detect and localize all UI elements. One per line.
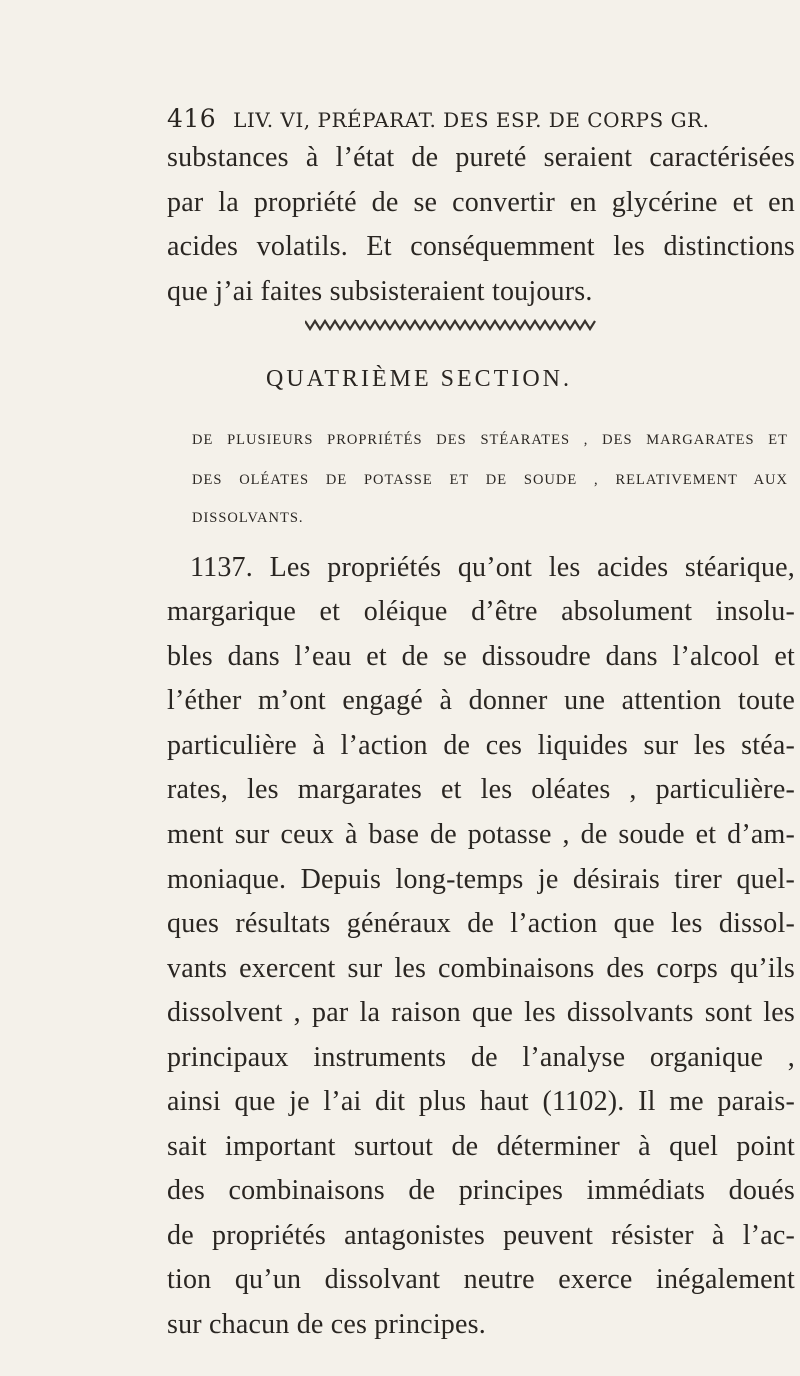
paragraph-line: sait important surtout de déterminer à quel point: [167, 1131, 795, 1162]
paragraph-line: ainsi que je l’ai dit plus haut (1102). Il me parais-: [167, 1086, 795, 1117]
section-subtitle-line: DE PLUSIEURS PROPRIÉTÉS DES STÉARATES , DES MARGARATES ET: [192, 432, 788, 448]
section-ornament: [305, 318, 597, 332]
paragraph-line: particulière à l’action de ces liquides sur les stéa-: [167, 730, 795, 761]
running-title: LIV. VI, PRÉPARAT. DES ESP. DE CORPS GR.: [233, 108, 710, 132]
paragraph-line: dissolvent , par la raison que les dissolvants sont les: [167, 997, 795, 1028]
section-title: QUATRIÈME SECTION.: [266, 366, 572, 392]
paragraph-line: 1137. Les propriétés qu’ont les acides stéarique,: [190, 552, 795, 583]
running-header: [167, 104, 787, 133]
paragraph-line: bles dans l’eau et de se dissoudre dans l’alcool et: [167, 641, 795, 672]
paragraph-line: moniaque. Depuis long-temps je désirais tirer quel-: [167, 864, 795, 895]
text-line: acides volatils. Et conséquemment les distinctions: [167, 231, 795, 262]
paragraph-line: sur chacun de ces principes.: [167, 1309, 486, 1340]
paragraph-line: de propriétés antagonistes peuvent résister à l’ac-: [167, 1220, 795, 1251]
paragraph-line: ques résultats généraux de l’action que les dissol-: [167, 908, 795, 939]
section-subtitle-line: DISSOLVANTS.: [192, 510, 304, 526]
paragraph-line: des combinaisons de principes immédiats doués: [167, 1175, 795, 1206]
paragraph-line: margarique et oléique d’être absolument insolu-: [167, 596, 795, 627]
text-line: par la propriété de se convertir en glycérine et en: [167, 187, 795, 218]
paragraph-line: l’éther m’ont engagé à donner une attention toute: [167, 685, 795, 716]
paragraph-line: vants exercent sur les combinaisons des corps qu’ils: [167, 953, 795, 984]
text-line: que j’ai faites subsisteraient toujours.: [167, 276, 593, 307]
text-line: substances à l’état de pureté seraient caractérisées: [167, 142, 795, 173]
paragraph-line: principaux instruments de l’analyse organique ,: [167, 1042, 795, 1073]
page-number: 416: [167, 104, 217, 133]
paragraph-line: ment sur ceux à base de potasse , de soude et d’am-: [167, 819, 795, 850]
paragraph-line: rates, les margarates et les oléates , particulière-: [167, 774, 795, 805]
paragraph-line: tion qu’un dissolvant neutre exerce inégalement: [167, 1264, 795, 1295]
section-subtitle-line: DES OLÉATES DE POTASSE ET DE SOUDE , RELATIVEMENT AUX: [192, 472, 788, 488]
